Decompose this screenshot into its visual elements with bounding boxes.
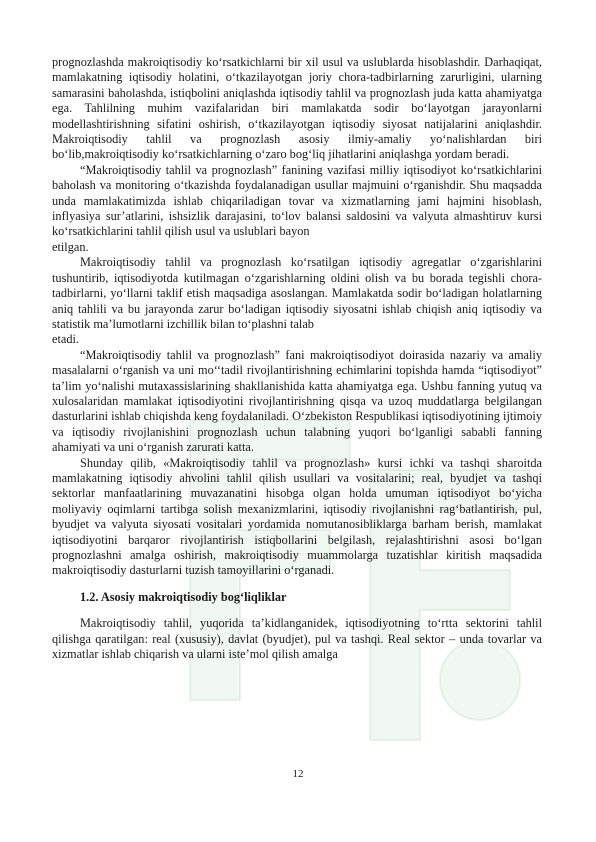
paragraph: prognozlashda makroiqtisodiy ko‘rsatkichlarni bir xil usul va uslublarda hisoblashdir. Darhaqiqat, mamlakatning iqtisodiy holatini, o‘tkazilayotgan joriy chora-tadbirlarning zarurligini, ularning samarasini baholashda, istiqbolini aniqlashda iqtisodiy tahlil va prognozlash juda katta ahamiyatga ega. Tahlilning muhim vazifalaridan biri mamlakatda sodir bo‘layotgan jarayonlarni modellashtirishning sifatini oshirish, o‘tkazilayotgan iqtisodiy siyosat natijalarini aniqlashdir. Makroiqtisodiy tahlil va prognozlash asosiy ilmiy-amaliy yo‘nalishlardan biri bo‘lib,makroiqtisodiy ko‘rsatkichlarning o‘zaro bog‘liq jihatlarini aniqlashga yordam beradi. (52, 55, 542, 162)
section-heading: 1.2. Asosiy makroiqtisodiy bog‘liqliklar (80, 589, 287, 604)
page-number: 12 (292, 768, 304, 780)
paragraph: Shunday qilib, «Makroiqtisodiy tahlil va prognozlash» kursi ichki va tashqi sharoitda mamlakatning iqtisodiy ahvolini tahlil qilish usullari va vositalarini; real, byudjet va tashqi sektorlar manfaatlarining muvazanatini hisobga olgan holda umuman iqtisodiyot bo‘yicha moliyaviy oqimlarni tartibga solish mexanizmlarini, iqtisodiy rivojlanishni rag‘batlantirish, pul, byudjet va valyuta siyosati vositalari yordamida nomutanosibliklarga barham berish, mamlakat iqtisodiyotini barqaror rivojlantirish istiqbollarini belgilash, rejalashtirishni asosi bo‘lgan prognozlashni amalga oshirish, makroiqtisodiy muammolarga tuzatishlar kiritish maqsadida makroiqtisodiy dasturlarni tuzish tamoyillarini o‘rganadi. (52, 455, 542, 578)
document-body (52, 55, 542, 662)
paragraph: “Makroiqtisodiy tahlil va prognozlash” fanining vazifasi milliy iqtisodiyot ko‘rsatkichlarini baholash va monitoring o‘tkazishda foydalanadigan usullar majmuini o‘rganishdir. Shu maqsadda unda mamlakatimizda ishlab chiqariladigan tovar va xizmatlarning jami hajmini hisoblash, inflyasiya sur’atlarini, ishsizlik darajasini, to‘lov balansi saldosini va valyuta almashtiruv kursi ko‘rsatkichlarini tahlil qilish usul va uslublari bayon (52, 162, 542, 239)
paragraph: Makroiqtisodiy tahlil va prognozlash ko‘rsatilgan iqtisodiy agregatlar o‘zgarishlarini tushuntirib, iqtisodiyotda kutilmagan o‘zgarishlarning oldini olish va bu borada tegishli chora-tadbirlarni, yo‘llarni taklif etish maqsadiga asoslangan. Mamlakatda sodir bo‘ladigan holatlarning aniq tahlili va bu jarayonda zarur bo‘ladigan iqtisodiy siyosatni ishlab chiqish aniq iqtisodiy va statistik ma’lumotlarni izchillik bilan to‘plashni talab (52, 255, 542, 331)
paragraph: Makroiqtisodiy tahlil, yuqorida ta’kidlanganidek, iqtisodiyotning to‘rtta sektorini tahlil qilishga qaratilgan: real (xususiy), davlat (byudjet), pul va tashqi. Real sektor – unda tovarlar va xizmatlar ishlab chiqarish va ularni iste’mol qilish amalga (52, 616, 542, 662)
paragraph: etilgan. (52, 239, 89, 254)
paragraph: etadi. (52, 332, 79, 347)
paragraph: “Makroiqtisodiy tahlil va prognozlash” fani makroiqtisodiyot doirasida nazariy va amaliy masalalarni o‘rganish va uni mo‘‘tadil rivojlantirishning echimlarini topishda hamda “iqtisodiyot” ta’lim yo‘nalishi mutaxassislarining shakllanishida katta ahamiyatga ega. Ushbu fanning yutuq va xulosalaridan mamlakat iqtisodiyotini rivojlantirishning qisqa va uzoq muddatlarga belgilangan dasturlarini ishlab chiqishda keng foydalaniladi. O‘zbekiston Respublikasi iqtisodiyotining ijtimoiy va iqtisodiy rivojlanishini prognozlash uchun talabning yuqori bo‘lganligi sababli fanning ahamiyati va uni o‘rganish zarurati katta. (52, 347, 542, 455)
